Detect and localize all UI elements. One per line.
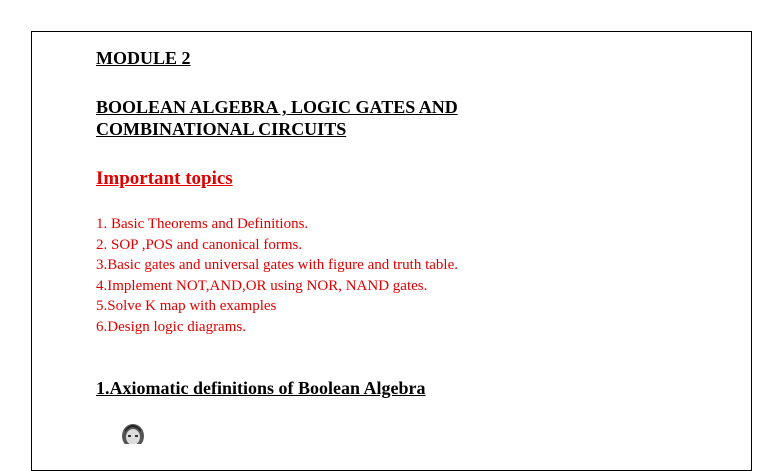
- topic-item: 5.Solve K map with examples: [96, 298, 277, 314]
- topic-item: 6.Design logic diagrams.: [96, 318, 246, 335]
- important-topics-heading: Important topics: [96, 168, 233, 189]
- topic-item: 2. SOP ,POS and canonical forms.: [96, 236, 303, 253]
- section-heading: 1.Axiomatic definitions of Boolean Algebra: [96, 378, 426, 398]
- heading-line-2: COMBINATIONAL CIRCUITS: [96, 119, 347, 139]
- main-heading: [96, 96, 696, 140]
- document-page: [31, 31, 752, 471]
- topic-item: 3.Basic gates and universal gates with figure and truth table.: [96, 257, 458, 273]
- topics-list: [96, 214, 458, 337]
- topic-item: 1. Basic Theorems and Definitions.: [96, 216, 309, 232]
- topic-item: 4.Implement NOT,AND,OR using NOR, NAND gates.: [96, 277, 428, 294]
- heading-line-1: BOOLEAN ALGEBRA , LOGIC GATES AND: [96, 97, 458, 117]
- module-title: MODULE 2: [96, 48, 191, 68]
